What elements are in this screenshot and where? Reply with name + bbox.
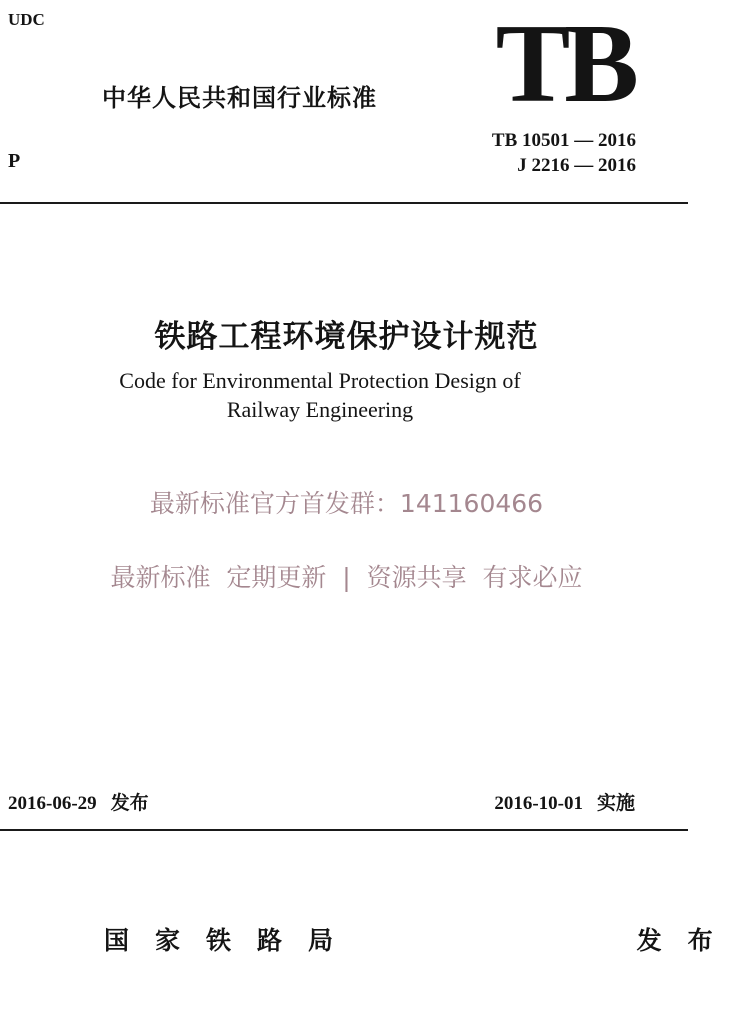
standard-numbers <box>492 128 636 178</box>
publisher-name: 国家铁路局 <box>104 926 360 955</box>
standard-number: TB 10501 — 2016 <box>491 130 636 151</box>
industry-standard-title: 中华人民共和国行业标准 <box>102 84 377 112</box>
implementation-date-block <box>494 788 635 815</box>
implementation-date: 2016-10-01 <box>494 793 583 814</box>
title-english-line2: Railway Engineering <box>226 397 414 422</box>
issue-date-block <box>8 788 149 815</box>
tb-logo: TB <box>495 2 633 126</box>
issue-date: 2016-06-29 <box>8 793 97 814</box>
header-divider <box>0 202 688 204</box>
title-chinese: 铁路工程环境保护设计规范 <box>154 319 539 355</box>
watermark-line1: 最新标准官方首发群：141160466 <box>149 489 544 518</box>
record-number: J 2216 — 2016 <box>517 155 636 176</box>
title-english-line1: Code for Environmental Protection Design of <box>119 368 521 393</box>
implementation-label: 实施 <box>596 792 635 814</box>
footer-divider <box>0 829 688 831</box>
udc-label: UDC <box>8 10 45 29</box>
watermark-line2: 最新标准 定期更新 | 资源共享 有求必应 <box>110 563 583 592</box>
publisher-line <box>104 921 739 957</box>
classification-code: P <box>8 150 21 172</box>
issue-label: 发布 <box>110 792 149 814</box>
publish-label: 发布 <box>636 926 739 955</box>
title-english <box>0 366 640 424</box>
